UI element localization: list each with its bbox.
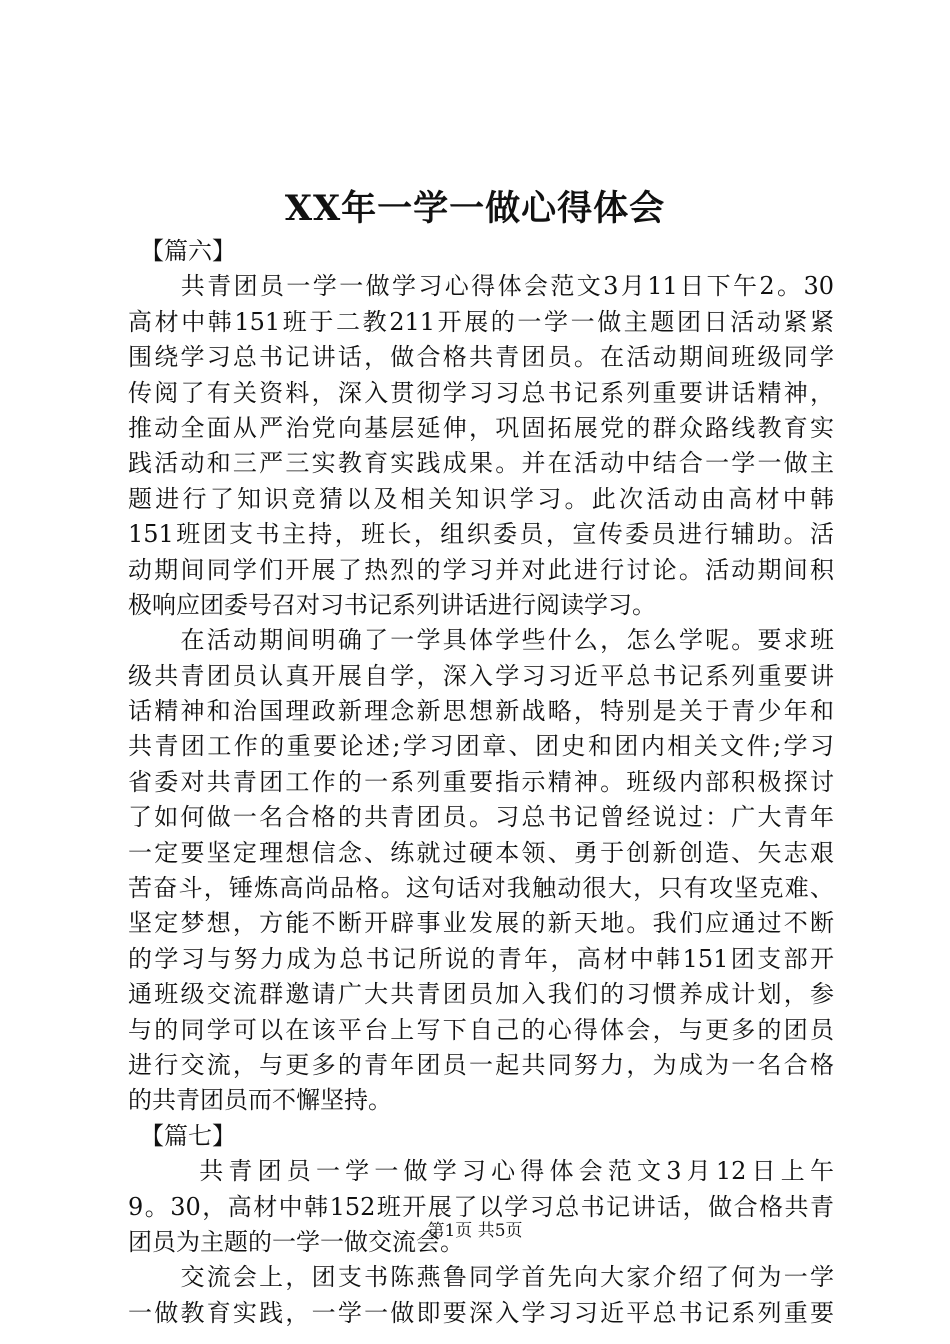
text-line: 与的同学可以在该平台上写下自己的心得体会，与更多的团员: [128, 1015, 834, 1044]
text-line: 【篇七】: [128, 1121, 236, 1150]
text-line: 传阅了有关资料，深入贯彻学习习总书记系列重要讲话精神，: [128, 378, 834, 407]
text-line: 9。30，高材中韩152班开展了以学习总书记讲话，做合格共青: [128, 1192, 834, 1221]
text-line: 一定要坚定理想信念、练就过硬本领、勇于创新创造、矢志艰: [128, 838, 834, 867]
text-line: 围绕学习总书记讲话，做合格共青团员。在活动期间班级同学: [128, 343, 834, 372]
text-line: 的共青团员而不懈坚持。: [128, 1086, 392, 1115]
text-line: 【篇六】: [128, 237, 236, 265]
text-line: 极响应团委号召对习书记系列讲话进行阅读学习。: [128, 590, 656, 619]
text-line: 共青团工作的重要论述;学习团章、团史和团内相关文件;学习: [128, 732, 834, 761]
text-line: 动期间同学们开展了热烈的学习并对此进行讨论。活动期间积: [128, 555, 834, 584]
text-line: 一做教育实践，一学一做即要深入学习习近平总书记系列重要: [128, 1298, 834, 1327]
text-line: 践活动和三严三实教育实践成果。并在活动中结合一学一做主: [128, 449, 834, 478]
text-line: 推动全面从严治党向基层延伸，巩固拓展党的群众路线教育实: [128, 413, 834, 442]
text-line: 坚定梦想，方能不断开辟事业发展的新天地。我们应通过不断: [128, 909, 834, 938]
text-line: 了如何做一名合格的共青团员。习总书记曾经说过：广大青年: [128, 803, 834, 832]
page-footer: 第1页 共5页: [427, 1221, 523, 1241]
text-line: 通班级交流群邀请广大共青团员加入我们的习惯养成计划，参: [128, 980, 834, 1009]
document-title: XX年一学一做心得体会: [284, 188, 666, 229]
text-line: 高材中韩151班于二教211开展的一学一做主题团日活动紧紧: [128, 307, 834, 336]
text-line: 团员为主题的一学一做交流会。: [128, 1227, 464, 1256]
text-line: 进行交流，与更多的青年团员一起共同努力，为成为一名合格: [128, 1050, 834, 1079]
text-line: 共青团员一学一做学习心得体会范文3月11日下午2。30: [128, 272, 834, 301]
document-body: [128, 234, 834, 1331]
text-line: 的学习与努力成为总书记所说的青年，高材中韩151团支部开: [128, 944, 834, 973]
text-line: 在活动期间明确了一学具体学些什么，怎么学呢。要求班: [128, 626, 834, 655]
text-line: 话精神和治国理政新理念新思想新战略，特别是关于青少年和: [128, 697, 834, 726]
text-line: 151班团支书主持，班长，组织委员，宣传委员进行辅助。活: [128, 520, 834, 549]
text-line: 级共青团员认真开展自学，深入学习习近平总书记系列重要讲: [128, 661, 834, 690]
text-line: 交流会上，团支书陈燕鲁同学首先向大家介绍了何为一学: [128, 1263, 834, 1292]
text-line: 题进行了知识竞猜以及相关知识学习。此次活动由高材中韩: [128, 484, 834, 513]
text-line: 省委对共青团工作的一系列重要指示精神。班级内部积极探讨: [128, 767, 834, 796]
text-line: 苦奋斗，锤炼高尚品格。这句话对我触动很大，只有攻坚克难、: [128, 874, 834, 903]
text-line: 共青团员一学一做学习心得体会范文3月12日上午: [128, 1157, 834, 1186]
